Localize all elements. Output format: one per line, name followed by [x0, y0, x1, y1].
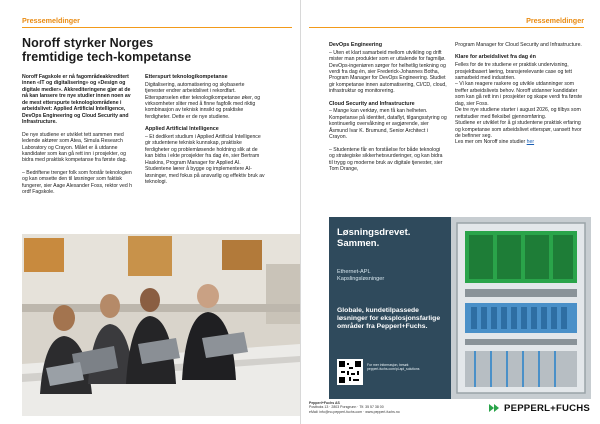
- ad-body: Globale, kundetilpassede løsninger for eksplosjonsfarlige områder fra Pepperl+Fuchs.: [337, 307, 441, 331]
- article-paragraph: De tre nye studiene starter i august 2026, og tilbys som nettstudier med fleksibel gjennomføring.: [455, 107, 581, 120]
- read-more-link[interactable]: her: [526, 139, 535, 146]
- article-paragraph: – Bedriftene trenger folk som forstår teknologien og kan omsette den til løsninger som faktisk fungerer, sier Aage Alexander Foss, rektor ved h ordf Fagskole.: [22, 169, 133, 196]
- ad-subtitle-line-2: Kapslingsløsninger: [337, 276, 385, 282]
- brand-logo: [489, 402, 590, 414]
- article-column-3: [329, 42, 447, 178]
- right-page: [300, 0, 600, 424]
- brand-name: PEPPERL+FUCHS: [504, 402, 591, 414]
- advertiser-contact: [309, 401, 479, 414]
- article-paragraph: – Studentene får en forståelse for både teknologi og strategiske sikkerhetsvurderinger, og kan bidra til trygg og moderne bruk av digitale tjenester, sier Tom Drange,: [329, 146, 443, 172]
- ad-subtitle: [337, 269, 443, 283]
- subheading: Cloud Security and Infrastructure: [329, 100, 415, 107]
- section-header: Pressemeldinger: [22, 16, 292, 28]
- subheading: Applied Artificial Intelligence: [145, 126, 219, 133]
- pepperl-fuchs-advertisement[interactable]: [329, 217, 591, 399]
- ad-headline: [337, 227, 443, 249]
- article-paragraph: Studiene er utviklet for å gi studentene praktisk erfaring og kompetanse som arbeidslivet etterspør, uansett hvor de befinner seg.: [455, 120, 582, 140]
- advertiser-company: Pepperl+Fuchs AS: [309, 401, 340, 405]
- article-paragraph: Program Manager for Cloud Security and Infrastructure.: [455, 42, 582, 48]
- advertiser-address: Postboks 13 · 2803 Porsgrunn · Tlf. 35 57 38 00: [309, 405, 384, 410]
- read-more-line: [455, 139, 585, 145]
- classroom-illustration: [22, 234, 300, 416]
- article-paragraph: – Mange kan verktøy, men få kan helheten. Kompetanse på identitet, dataflyt, tilgangsstyring og kontinuerlig overvåkning er avgjørende, sier Åsmund Ivar K. Brumund, Senior Architect i Crayon.: [329, 108, 447, 141]
- subheading: DevOps Engineering: [329, 42, 383, 48]
- ad-qr-caption-line-1: For mer informasjon, besøk: [367, 363, 409, 367]
- ad-product-photo: [451, 217, 591, 399]
- qr-code[interactable]: [337, 359, 363, 385]
- article-column-1: [22, 74, 134, 202]
- ad-headline-line-1: Løsningsdrevet.: [337, 227, 411, 238]
- article-column-2: [145, 74, 265, 192]
- article-paragraph: – Uten et klart samarbeid mellom utvikling og drift mister man produkter som er uttalende for fagmiljø. DevOps-ingeniøren sørger for helhetlig tenkning og verdi fra dag én, sier Frederick-Johannes Botha, Program Manager for DevOps Engineering. Studiet gir kompetanse innen automatisering, CI/CD, cloud, infrastruktur og monitorering.: [329, 49, 447, 95]
- enclosure-illustration: [451, 217, 591, 399]
- qr-code-icon: [339, 361, 361, 383]
- article-paragraph: Digitalisering, automatisering og skybaserte tjenester endrer arbeidslivet i rekordfart. Etterspørselen etter teknologikompetanse øker, og virksomheter sliter med å finne fagfolk med riktig kombinasjon av teknisk innsikt og praktiske ferdigheter. Dette er de nye studiene.: [145, 81, 261, 120]
- ad-qr-caption: [367, 363, 447, 372]
- read-more-text: Les mer om Noroff sine studier: [455, 139, 526, 146]
- headline-line-1: Noroff styrker Norges: [22, 36, 154, 50]
- ad-qr-caption-line-2: pepperl-fuchs.com/pl-apl_solutions: [367, 367, 420, 372]
- advertiser-contact-line: eMail: info@no.pepperl-fuchs.com · www.pepperl-fuchs.no: [309, 409, 400, 414]
- article-paragraph: De nye studiene er utviklet tett sammen med ledende aktører som Atea, Simula Research Laboratory og Crayon. Målet er å utdanne kandidater som kan gå rett inn i prosjekter, og bidra med praktisk kompetanse fra første dag.: [22, 131, 127, 164]
- subheading: Klare for arbeidslivet fra dag én: [455, 54, 536, 61]
- pepperl-fuchs-mark-icon: [489, 402, 501, 414]
- article-paragraph: – Et dedikert studium i Applied Artificial Intelligence gir studentene teknisk kunnskap, praktiske ferdigheter og problemløsende holdning slik at de kan bidra i ekte prosjekter fra dag én, sier Bertram Haskins, Program Manager for Applied AI. Studentene lærer å bygge og implementere AI-løsninger, med fokus på ansvarlig og effektiv bruk av teknologi.: [145, 133, 265, 186]
- subheading: Etterspurt teknologikompetanse: [145, 74, 228, 80]
- ad-subtitle-line-1: Ethernet-APL: [337, 269, 371, 275]
- ad-text-panel: [329, 217, 451, 399]
- headline-line-2: fremtidige tech-kompetanse: [22, 50, 192, 64]
- article-column-4: [455, 42, 585, 152]
- article-headline: [22, 36, 290, 64]
- article-paragraph: – Vi kan reagere raskere og utvikle utdanninger som treffer arbeidslivets behov. Noroff utdanner kandidater som kan gå rett inn i prosjekter og skape verdi fra første dag, sier Foss.: [455, 81, 583, 107]
- article-intro: Noroff Fagskole er nå fagområdeakkreditert innen «IT og digitalisering» og «Design og digitale medier». Akkrediteringene gjør at de nå kan lansere tre nye studier innen noen av de mest etterspurte teknologiområdene i arbeidslivet: Applied Artificial Intelligence, DevOps Engineering og Cloud Security and Infrastructure.: [22, 74, 131, 126]
- ad-headline-line-2: Sammen.: [337, 238, 380, 249]
- section-header: Pressemeldinger: [309, 16, 584, 28]
- classroom-photo: [22, 234, 300, 416]
- article-paragraph: Felles for de tre studiene er praktisk undervisning, prosjektbasert læring, bransjerelevante case og tett samarbeid med industrien.: [455, 62, 572, 81]
